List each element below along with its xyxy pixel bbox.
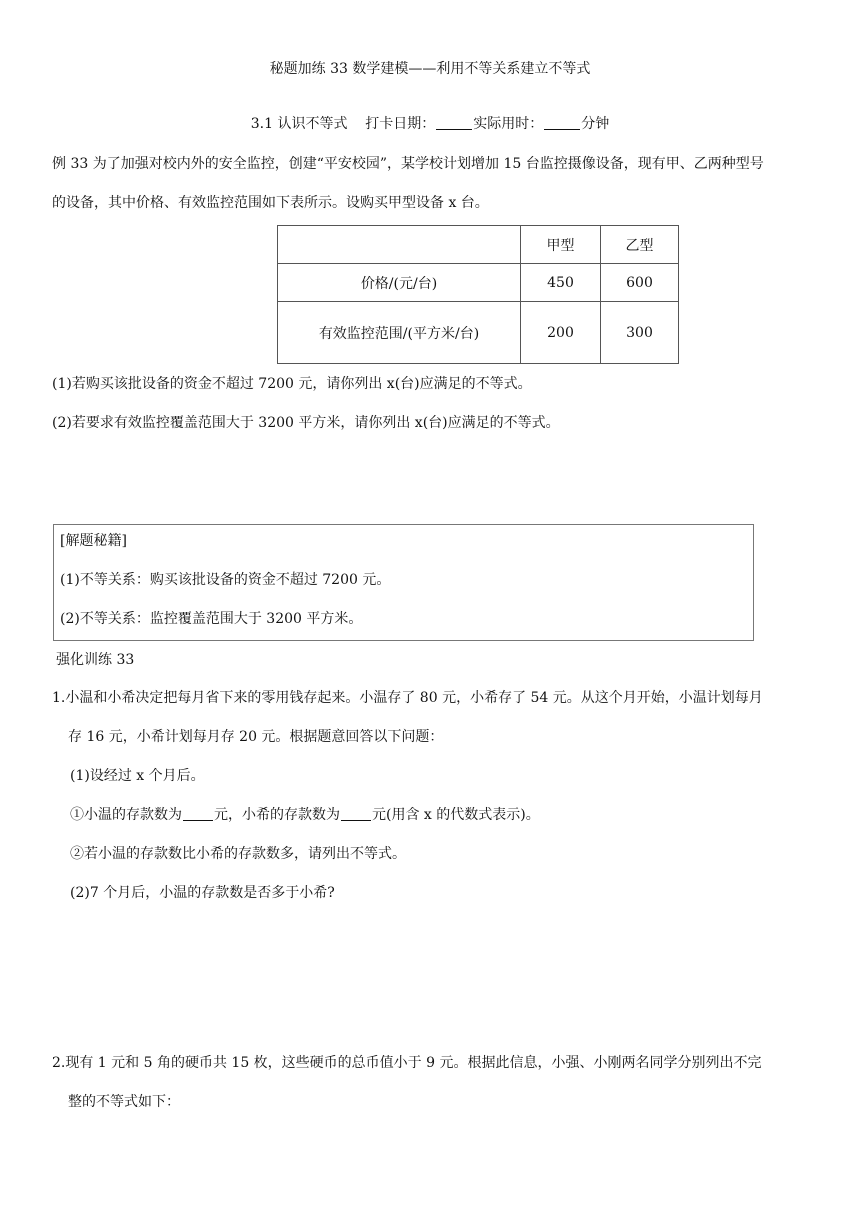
table-row xyxy=(278,302,679,364)
table-header-cell xyxy=(278,226,521,264)
practice-heading: 强化训练 33 xyxy=(56,652,135,668)
xiaowen-savings-blank xyxy=(183,806,213,821)
table-cell: 600 xyxy=(601,264,679,302)
example-line-1: 例 33 为了加强对校内外的安全监控，创建“平安校园”，某学校计划增加 15 台监控摄像设备，现有甲、乙两种型号 xyxy=(52,156,764,172)
table-header-row xyxy=(278,226,679,264)
problem-1-line-2: 存 16 元，小希计划每月存 20 元。根据题意回答以下问题： xyxy=(68,729,444,745)
problem-1-sub-2: (2)7 个月后，小温的存款数是否多于小希? xyxy=(70,885,335,901)
problem-1-line-1: 1.小温和小希决定把每月省下来的零用钱存起来。小温存了 80 元，小希存了 54 元。从这个月开始，小温计划每月 xyxy=(52,690,763,706)
table-header-cell: 乙型 xyxy=(601,226,679,264)
subtitle-line xyxy=(0,113,860,133)
time-blank xyxy=(544,115,580,130)
tips-heading: [解题秘籍] xyxy=(60,533,127,549)
sub-1a-text-3: 元(用含 x 的代数式表示)。 xyxy=(372,807,540,823)
problem-2-line-1: 2.现有 1 元和 5 角的硬币共 15 枚，这些硬币的总币值小于 9 元。根据此信息，小强、小刚两名同学分别列出不完 xyxy=(52,1055,762,1071)
table-cell: 有效监控范围/(平方米/台) xyxy=(278,302,521,364)
problem-1-sub-1a xyxy=(70,804,540,824)
time-unit: 分钟 xyxy=(581,116,610,132)
xiaoxi-savings-blank xyxy=(341,806,371,821)
section-label: 3.1 认识不等式 xyxy=(250,116,348,132)
time-label: 实际用时： xyxy=(473,116,544,132)
question-2: (2)若要求有效监控覆盖范围大于 3200 平方米，请你列出 x(台)应满足的不等式。 xyxy=(52,415,560,431)
example-line-2: 的设备，其中价格、有效监控范围如下表所示。设购买甲型设备 x 台。 xyxy=(52,195,489,211)
table-cell: 价格/(元/台) xyxy=(278,264,521,302)
table-cell: 200 xyxy=(521,302,601,364)
sub-1a-text-1: ①小温的存款数为 xyxy=(70,807,182,823)
tips-box xyxy=(53,524,754,641)
problem-1-sub-1: (1)设经过 x 个月后。 xyxy=(70,768,205,784)
equipment-table xyxy=(277,225,679,364)
checkin-date-blank xyxy=(436,115,472,130)
table-cell: 450 xyxy=(521,264,601,302)
table-header-cell: 甲型 xyxy=(521,226,601,264)
table-row xyxy=(278,264,679,302)
page-title: 秘题加练 33 数学建模——利用不等关系建立不等式 xyxy=(269,61,591,77)
tips-item-2: (2)不等关系：监控覆盖范围大于 3200 平方米。 xyxy=(60,611,363,627)
problem-2-line-2: 整的不等式如下： xyxy=(68,1094,180,1110)
question-1: (1)若购买该批设备的资金不超过 7200 元，请你列出 x(台)应满足的不等式。 xyxy=(52,376,532,392)
tips-item-1: (1)不等关系：购买该批设备的资金不超过 7200 元。 xyxy=(60,572,391,588)
problem-1-sub-1b: ②若小温的存款数比小希的存款数多，请列出不等式。 xyxy=(70,846,406,862)
sub-1a-text-2: 元，小希的存款数为 xyxy=(214,807,340,823)
checkin-label: 打卡日期： xyxy=(365,116,436,132)
table-cell: 300 xyxy=(601,302,679,364)
